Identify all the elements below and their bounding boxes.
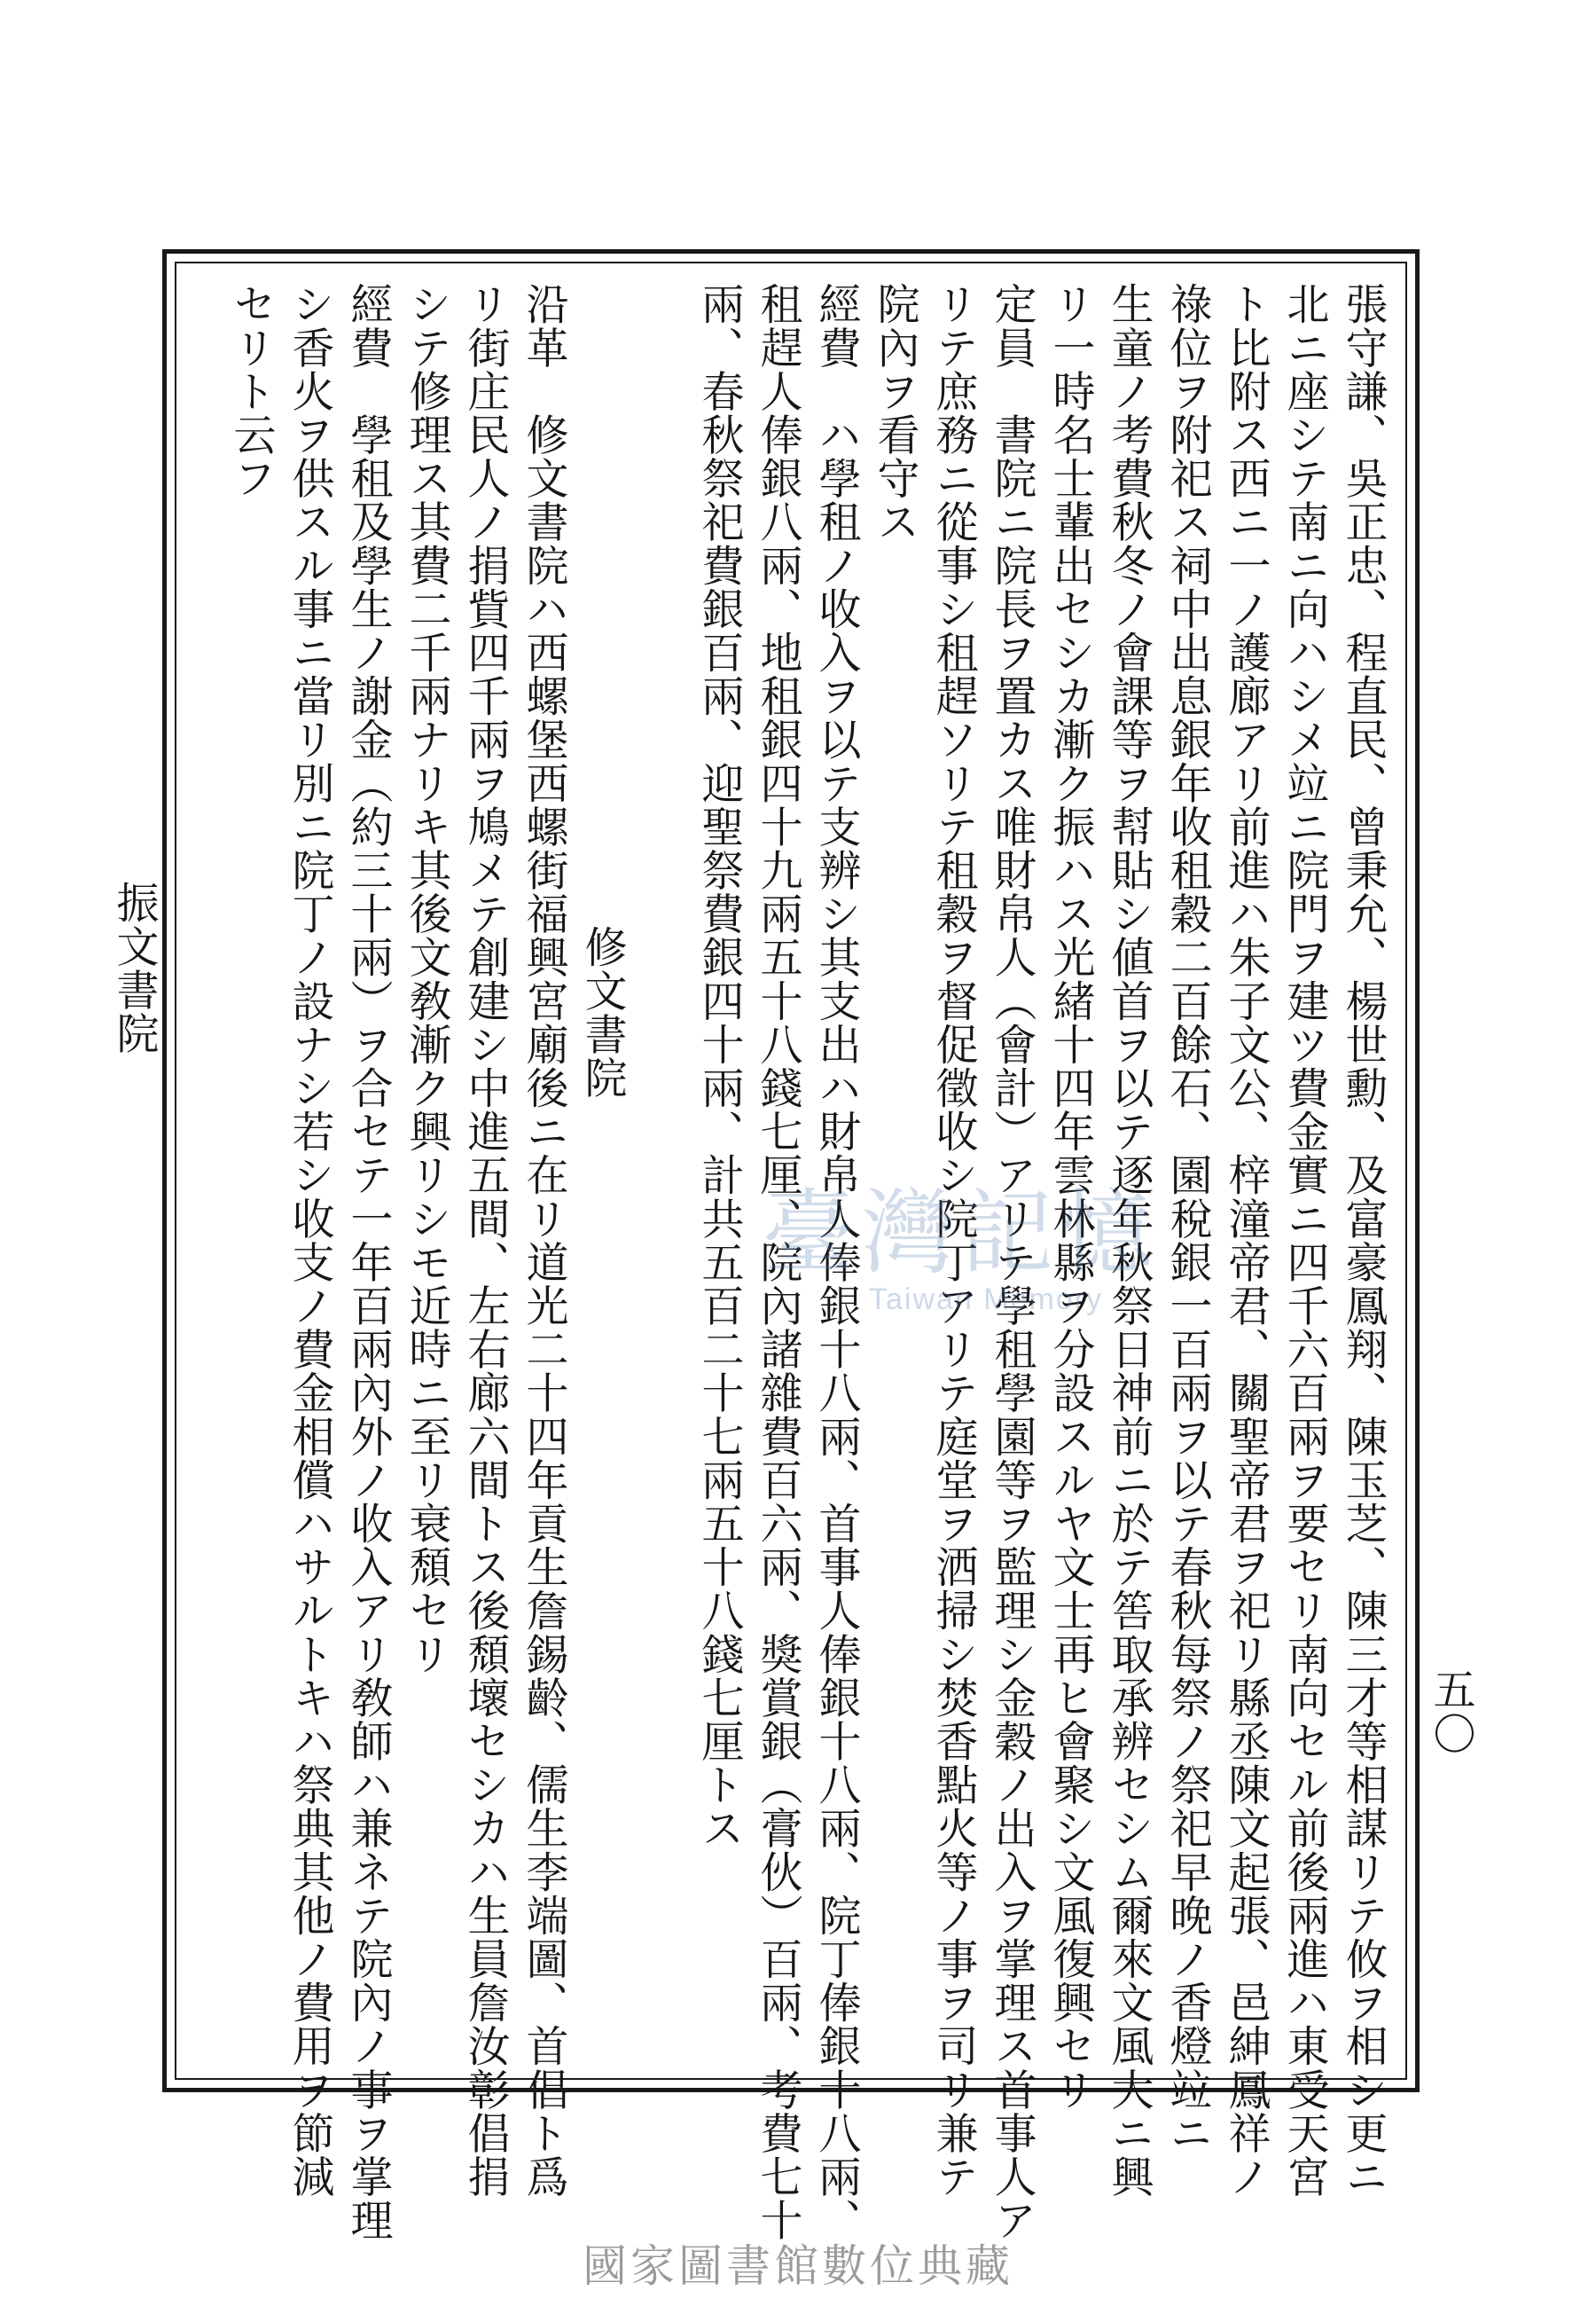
text-column: 兩、春秋祭祀費銀百兩、迎聖祭費銀四十兩、計共五百二十七兩五十八錢七厘トス [694, 282, 744, 1850]
watermark-subtext: Taiwan Memory [869, 1282, 1104, 1316]
text-column: 經費 學租及學生ノ謝金（約三十兩）ヲ合セテ一年百兩內外ノ收入アリ敎師ハ兼ネテ院內ノ事ヲ掌理 [343, 282, 393, 2242]
text-column: 院內ヲ看守ス [870, 282, 919, 544]
text-column: リ一時名士輩出セシカ漸ク振ハス光緒十四年雲林縣ヲ分設スルヤ文士再ヒ會聚シ文風復興セリ [1045, 282, 1095, 2112]
text-column: 北ニ座シテ南ニ向ハシメ竝ニ院門ヲ建ツ費金實ニ四千六百兩ヲ要セリ南向セル前後兩進ハ東受天宮 [1279, 282, 1329, 2199]
text-column: セリト云フ [226, 282, 276, 500]
text-column: シテ修理ス其費二千兩ナリキ其後文敎漸ク興リシモ近時ニ至リ衰頹セリ [402, 282, 451, 1676]
section-heading: 修文書院 [577, 925, 627, 1100]
page-number: 五〇 [1426, 1667, 1475, 1756]
text-column: 生童ノ考費秋冬ノ會課等ヲ幇貼シ値首ヲ以テ逐年秋祭日神前ニ於テ筶取承辨セシム爾來文風大ニ興 [1104, 282, 1154, 2199]
text-column: 祿位ヲ附祀ス祠中出息銀年收租穀二百餘石、園稅銀一百兩ヲ以テ春秋每祭ノ祭祀早晚ノ香燈竝ニ [1162, 282, 1212, 2155]
footer-credit: 國家圖書館數位典藏 [583, 2240, 1013, 2292]
text-column: 沿革 修文書院ハ西螺堡西螺街福興宮廟後ニ在リ道光二十四年貢生詹錫齡、儒生李端圖、首倡ト爲 [519, 282, 568, 2199]
text-column: 張守謙、吳正忠、程直民、曾秉允、楊世勳、及富豪鳳翔、陳玉芝、陳三才等相謀リテ攸ヲ相シ更ニ [1338, 282, 1388, 2199]
section-heading: 振文書院 [109, 881, 159, 1055]
text-column: 經費 ハ學租ノ收入ヲ以テ支辨シ其支出ハ財帛人俸銀十八兩、首事人俸銀十八兩、院丁俸銀十八兩、 [811, 282, 861, 2242]
vertical-text-body [109, 282, 1392, 2242]
watermark-text: 臺灣記憶 [763, 1179, 1161, 1287]
text-column: リテ庶務ニ從事シ租趕ソリテ租穀ヲ督促徵收シ院丁アリテ庭堂ヲ洒掃シ焚香點火等ノ事ヲ司リ兼テ [928, 282, 978, 2199]
text-column: リ街庄民人ノ捐貲四千兩ヲ鳩メテ創建シ中進五間、左右廊六間トス後頹壞セシカハ生員詹汝彰倡捐 [460, 282, 510, 2199]
text-column: ト比附ス西ニ一ノ護廊アリ前進ハ朱子文公、梓潼帝君、關聖帝君ヲ祀リ縣丞陳文起張、邑紳鳳祥ノ [1221, 282, 1271, 2199]
text-column: 定員 書院ニ院長ヲ置カス唯財帛人（會計）アリテ學租學園等ヲ監理シ金穀ノ出入ヲ掌理ス首事人ア [987, 282, 1037, 2242]
text-column: シ香火ヲ供スル事ニ當リ別ニ院丁ノ設ナシ若シ收支ノ費金相償ハサルトキハ祭典其他ノ費用ヲ節減 [285, 282, 334, 2199]
text-column: 租趕人俸銀八兩、地租銀四十九兩五十八錢七厘、院內諸雜費百六兩、獎賞銀（膏伙）百兩、考費七十 [753, 282, 802, 2242]
